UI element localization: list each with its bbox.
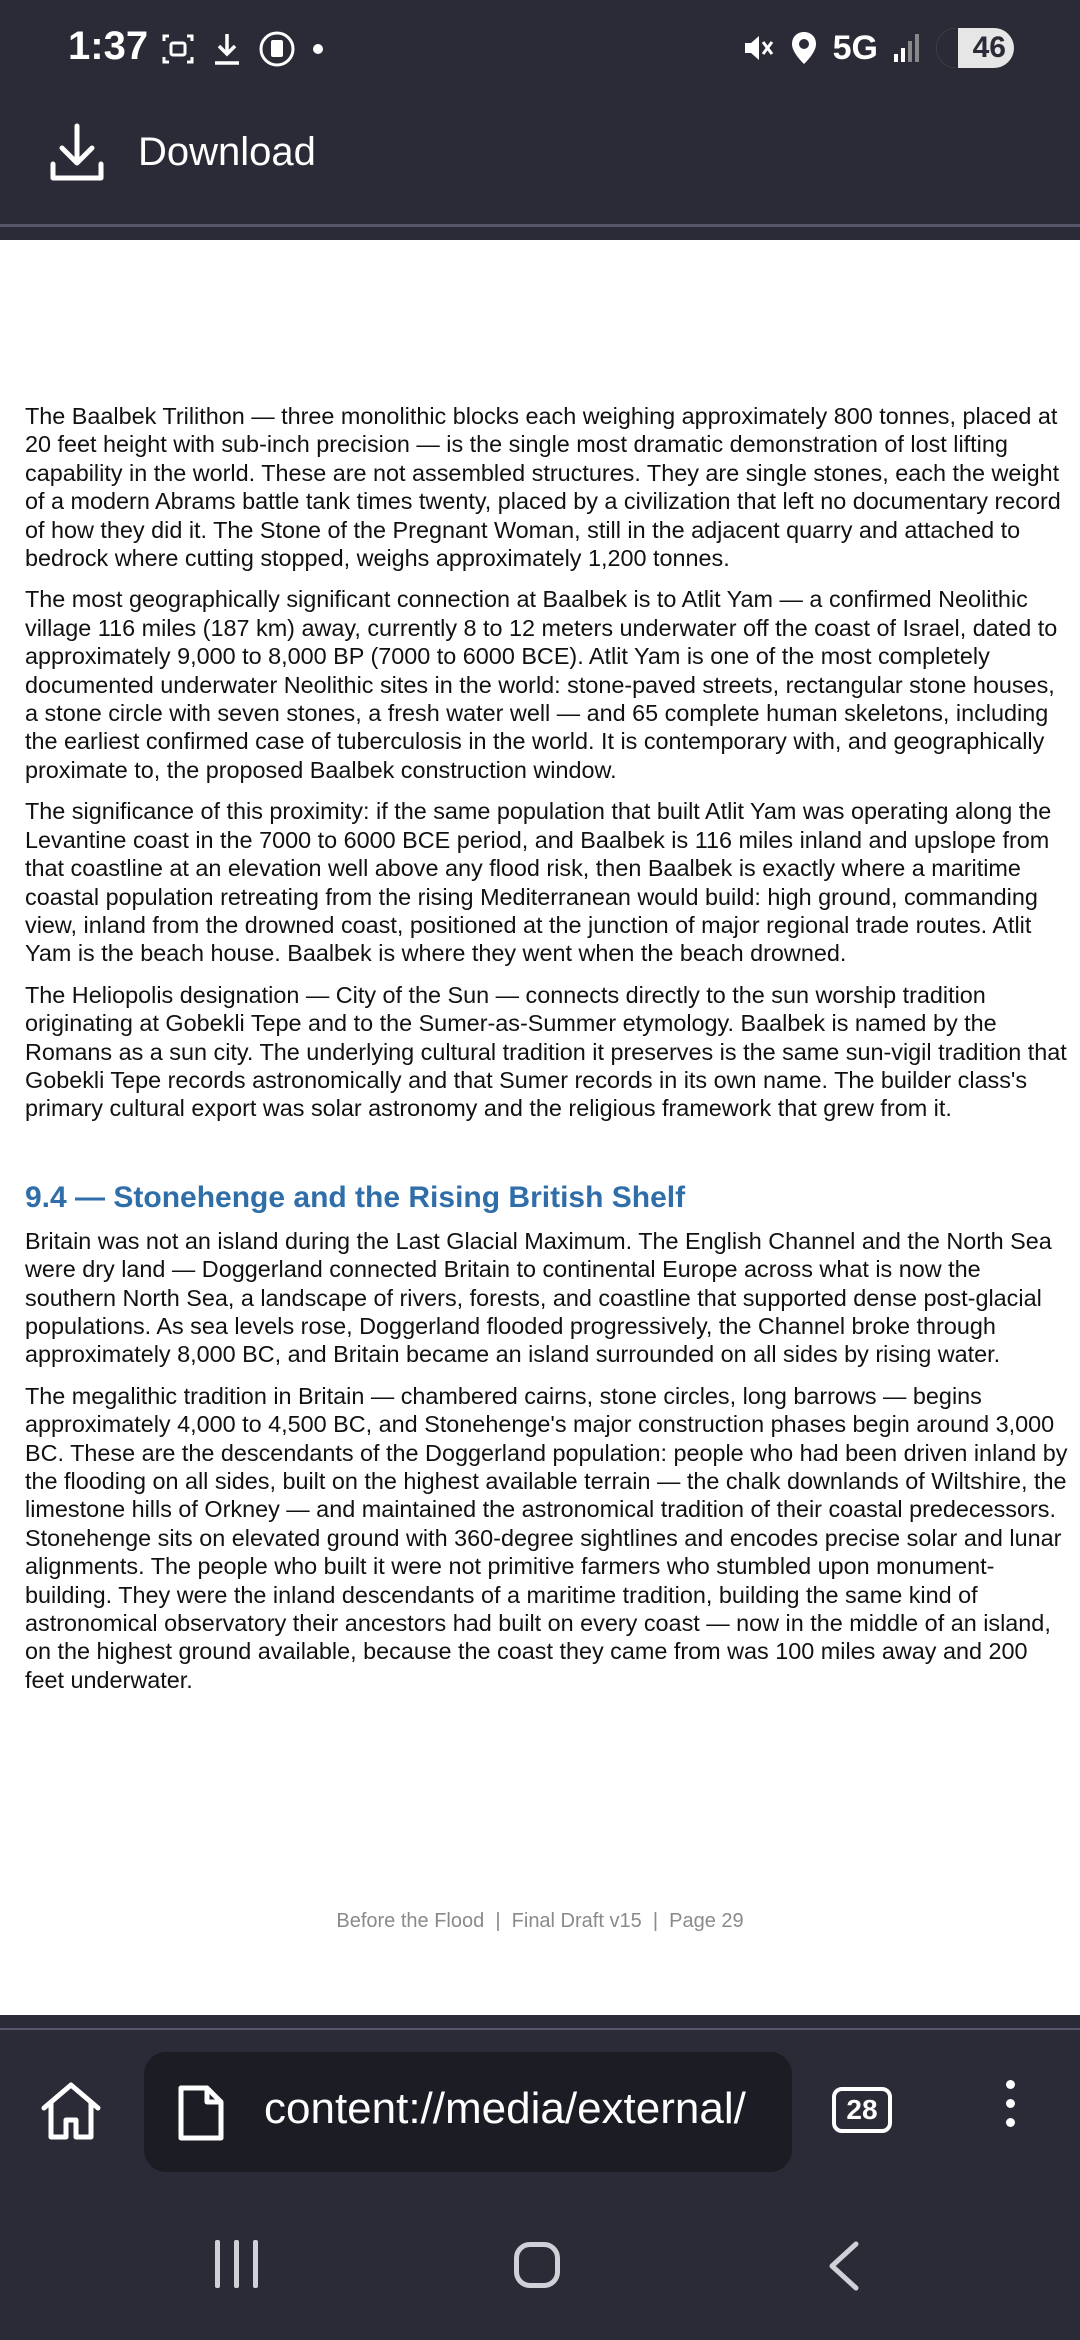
download-icon[interactable] xyxy=(48,120,106,190)
location-icon xyxy=(789,30,819,66)
recents-button[interactable] xyxy=(215,2240,258,2288)
status-icons-right xyxy=(739,28,1014,68)
status-time: 1:37 xyxy=(68,24,149,68)
more-menu-icon[interactable] xyxy=(1000,2080,1020,2140)
document-content xyxy=(25,402,1070,1707)
file-icon xyxy=(176,2084,226,2142)
browser-toolbar xyxy=(0,2040,1080,2190)
status-icons-left xyxy=(160,30,326,68)
back-icon[interactable] xyxy=(824,2238,864,2294)
url-fade xyxy=(752,2052,792,2172)
paragraph-megalithic: The megalithic tradition in Britain — chambered cairns, stone circles, long barrows — begins approximately 4,000 to 4,500 BC, and Stonehenge's major construction phases begin around 3,000 BC. These are the descendants of the Doggerland population: people who had been driven inland by the flooding on all sides, built on the highest available terrain — the chalk downlands of Wiltshire, the limestone hills of Orkney — and maintained the astronomical tradition of their coastal predecessors. Stonehenge sits on elevated ground with 360-degree sightlines and encodes precise solar and lunar alignments. The people who built it were not primitive farmers who stumbled upon monument-building. They were the inland descendants of a maritime tradition, building the same kind of astronomical observatory their ancestors had built on every coast — now in the middle of an island, on the highest ground available, because the coast they came from was 100 miles away and 200 feet underwater. xyxy=(25,1382,1068,1693)
mute-icon xyxy=(739,30,775,66)
battery-level: 46 xyxy=(972,31,1006,64)
bottom-divider xyxy=(0,2028,1080,2030)
network-type: 5G xyxy=(832,28,878,67)
home-nav-button[interactable] xyxy=(514,2242,560,2288)
paragraph-doggerland: Britain was not an island during the Last Glacial Maximum. The English Channel and the North Sea were dry land — Doggerland connected Britain to continental Europe across what is now the southern North Sea, a landscape of rivers, forests, and coastline that supported dense post-glacial populations. As sea levels rose, Doggerland flooded progressively, the Channel broke through approximately 8,000 BC, and Britain became an island surrounded on all sides by rising water. xyxy=(25,1227,1052,1368)
system-nav-bar xyxy=(0,2190,1080,2340)
download-header xyxy=(0,100,1080,225)
paragraph-trilithon: The Baalbek Trilithon — three monolithic blocks each weighing approximately 800 tonnes, placed at 20 feet height with sub-inch precision — is the single most dramatic demonstration of lost lifting capability in the world. These are not assembled structures. They are single stones, each the weight of a modern Abrams battle tank times twenty, placed by a civilization that left no documentary record of how they did it. The Stone of the Pregnant Woman, still in the adjacent quarry and attached to bedrock where cutting stopped, weighs approximately 1,200 tonnes. xyxy=(25,403,1061,572)
download-title[interactable]: Download xyxy=(138,130,316,174)
page-footer: Before the Flood | Final Draft v15 | Page 29 xyxy=(336,1910,744,1932)
home-icon[interactable] xyxy=(38,2078,104,2144)
clipboard-status-icon xyxy=(258,30,296,68)
header-divider xyxy=(0,224,1080,227)
status-bar xyxy=(0,0,1080,100)
battery-indicator xyxy=(936,28,1014,68)
url-text[interactable]: content://media/external/ xyxy=(264,2084,746,2133)
screenshot-icon xyxy=(160,31,196,67)
paragraph-atlit-yam: The most geographically significant connection at Baalbek is to Atlit Yam — a confirmed Neolithic village 116 miles (187 km) away, currently 8 to 12 meters underwater off the coast of Israel, dated to approximately 9,000 to 8,000 BP (7000 to 6000 BCE). Atlit Yam is one of the most completely documented underwater Neolithic sites in the world: stone-paved streets, rectangular stone houses, a stone circle with seven stones, a fresh water well — and 65 complete human skeletons, including the earliest confirmed case of tuberculosis in the world. It is contemporary with, and geographically proximate to, the proposed Baalbek construction window. xyxy=(25,586,1058,783)
notification-dot-icon xyxy=(310,41,326,57)
download-status-icon xyxy=(210,31,244,67)
signal-icon xyxy=(892,32,922,64)
paragraph-heliopolis: The Heliopolis designation — City of the Sun — connects directly to the sun worship tradition originating at Gobekli Tepe and to the Sumer-as-Summer etymology. Baalbek is named by the Romans as a sun city. The underlying cultural tradition it preserves is the same sun-vigil tradition that Gobekli Tepe records astronomically and that Sumer records in its own name. The builder class's primary cultural export was solar astronomy and the religious framework that grew from it. xyxy=(25,981,1067,1122)
document-page[interactable] xyxy=(0,240,1080,2015)
tab-count-button[interactable]: 28 xyxy=(832,2087,892,2133)
paragraph-proximity: The significance of this proximity: if the same population that built Atlit Yam was operating along the Levantine coast in the 7000 to 6000 BCE period, and Baalbek is 116 miles inland and upslope from that coastline at an elevation well above any flood risk, then Baalbek is exactly where a maritime coastal population retreating from the rising Mediterranean would build: high ground, commanding view, inland from the drowned coast, positioned at the junction of major regional trade routes. Atlit Yam is the beach house. Baalbek is where they went when the beach drowned. xyxy=(25,798,1052,967)
section-heading: 9.4 — Stonehenge and the Rising British Shelf xyxy=(25,1180,686,1214)
url-bar[interactable] xyxy=(144,2052,792,2172)
